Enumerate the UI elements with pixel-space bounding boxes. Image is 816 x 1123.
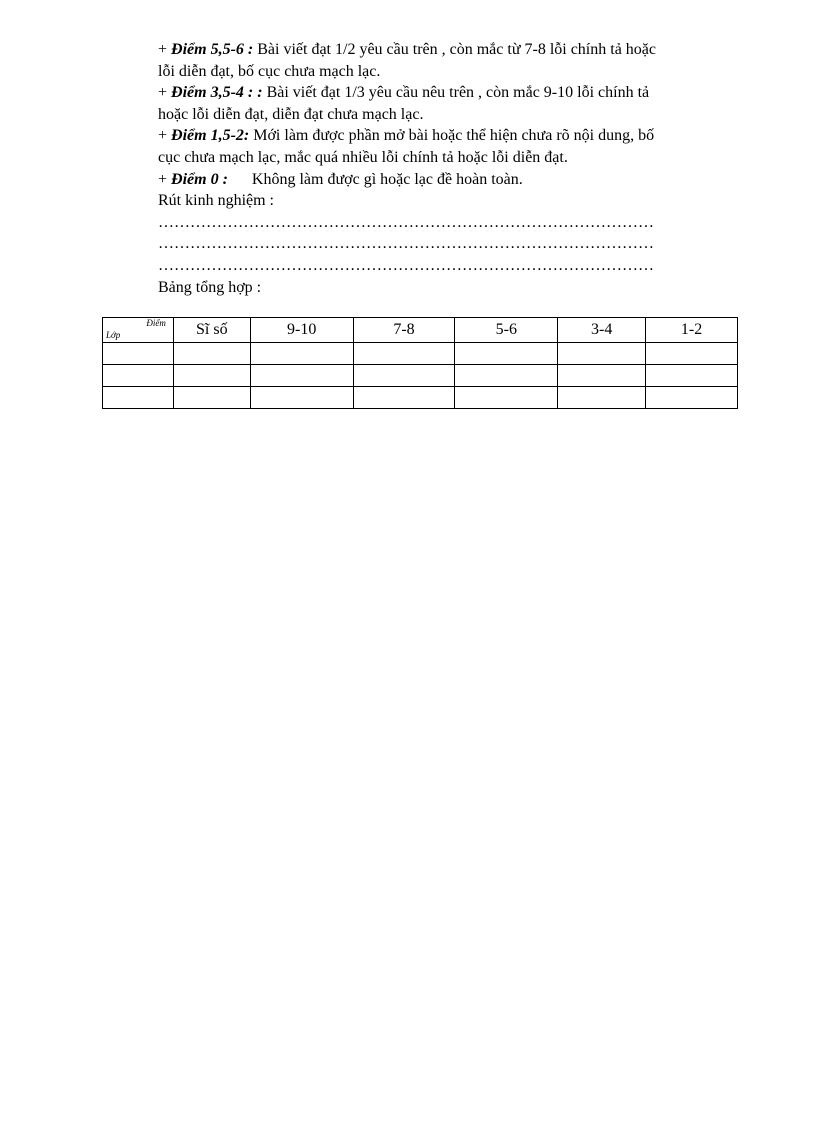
dotted-line: ………………………………………………………………………………… (158, 256, 654, 274)
criterion-score-label: Điểm 1,5-2: (171, 127, 250, 145)
criterion-line (158, 104, 756, 126)
header-cell: 3-4 (558, 318, 646, 343)
summary-label: Bảng tổng hợp : (158, 278, 262, 296)
table-cell (558, 343, 646, 365)
table-cell (173, 365, 250, 387)
table-cell (353, 365, 455, 387)
table-cell (173, 343, 250, 365)
table-cell (353, 343, 455, 365)
table-cell (646, 387, 738, 409)
header-cell: 1-2 (646, 318, 738, 343)
criterion-text: Không làm được gì hoặc lạc đề hoàn toàn. (251, 170, 523, 188)
table-cell (250, 365, 353, 387)
table-cell (173, 387, 250, 409)
table-row (103, 343, 738, 365)
criterion-3-4 (158, 82, 756, 125)
criterion-text: Bài viết đạt 1/3 yêu cầu nêu trên , còn mắc 9-10 lỗi chính tả (262, 84, 650, 102)
table-cell (250, 387, 353, 409)
criterion-prefix: + (158, 127, 172, 145)
table-cell (103, 387, 174, 409)
dotted-line: ………………………………………………………………………………… (158, 235, 654, 253)
grading-criteria-block (158, 39, 756, 298)
table-cell (250, 343, 353, 365)
header-cell: 5-6 (455, 318, 558, 343)
criterion-text: lỗi diễn đạt, bố cục chưa mạch lạc. (158, 62, 381, 80)
criterion-prefix: + (158, 170, 172, 188)
criterion-0 (158, 169, 756, 191)
experience-label: Rút kinh nghiệm : (158, 192, 274, 210)
criterion-line (158, 125, 756, 147)
corner-class-label: Lớp (106, 330, 121, 340)
table-cell (646, 365, 738, 387)
table-cell (455, 387, 558, 409)
table-row (103, 365, 738, 387)
criterion-line (158, 169, 756, 191)
table-row (103, 387, 738, 409)
table-cell (103, 343, 174, 365)
criterion-text: Mới làm được phần mở bài hoặc thể hiện chưa rõ nội dung, bố (249, 127, 655, 145)
criterion-text: hoặc lỗi diễn đạt, diễn đạt chưa mạch lạc. (158, 105, 424, 123)
header-cell: 7-8 (353, 318, 455, 343)
criterion-line (158, 39, 756, 61)
corner-header-cell (103, 318, 174, 343)
criterion-line (158, 82, 756, 104)
corner-score-label: Điểm (146, 318, 166, 328)
table-cell (646, 343, 738, 365)
header-cell: 9-10 (250, 318, 353, 343)
table-cell (103, 365, 174, 387)
dotted-line: ………………………………………………………………………………… (158, 213, 654, 231)
criterion-score-label: Điểm 5,5-6 : (171, 41, 254, 58)
criterion-prefix: + (158, 41, 172, 58)
summary-table (102, 317, 738, 409)
header-cell: Sĩ số (173, 318, 250, 343)
criterion-text: cục chưa mạch lạc, mắc quá nhiều lỗi chính tả hoặc lỗi diễn đạt. (158, 148, 568, 166)
criterion-1-2 (158, 125, 756, 168)
criterion-line (158, 147, 756, 169)
criterion-line (158, 61, 756, 83)
table-cell (455, 365, 558, 387)
criterion-score-label: Điểm 3,5-4 : : (171, 84, 263, 102)
criterion-score-label: Điểm 0 : (171, 170, 228, 188)
table-cell (353, 387, 455, 409)
table-cell (558, 365, 646, 387)
table-header-row (103, 318, 738, 343)
criterion-text: Bài viết đạt 1/2 yêu cầu trên , còn mắc từ 7-8 lỗi chính tả hoặc (253, 41, 656, 58)
criterion-5-6 (158, 39, 756, 82)
criterion-prefix: + (158, 84, 172, 102)
table-cell (455, 343, 558, 365)
table-cell (558, 387, 646, 409)
